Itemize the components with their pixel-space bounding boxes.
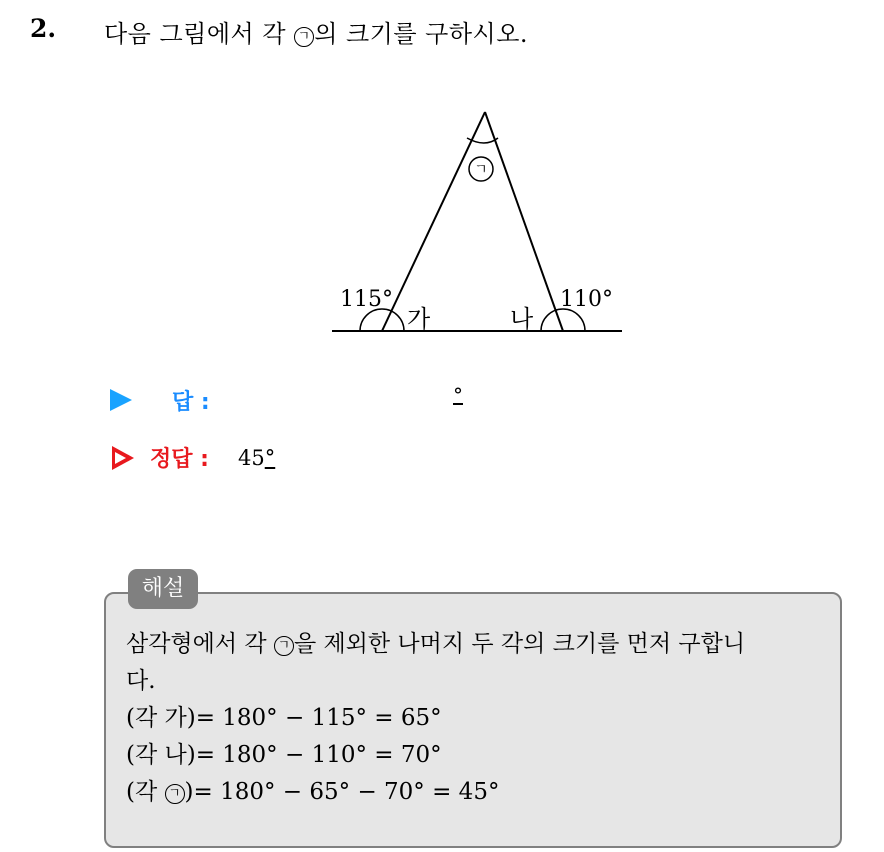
- triangle-left-side: [382, 112, 485, 331]
- inner-angle-label-ga: 가: [407, 305, 431, 333]
- right-angle-arc: [541, 309, 585, 331]
- correct-answer-number: 45: [238, 446, 265, 470]
- solution-line-5: (각 ㄱ )= 180° − 65° − 70° = 45°: [126, 779, 500, 805]
- question-text: [104, 14, 528, 49]
- solution-text: [126, 626, 826, 811]
- solution-tab: 해설: [128, 569, 198, 609]
- question-number: 2.: [30, 14, 57, 43]
- play-triangle-icon: [110, 389, 132, 411]
- correct-answer-label: 정답 :: [150, 447, 209, 472]
- correct-answer-row: [110, 442, 410, 478]
- triangle-figure: [320, 100, 630, 340]
- circled-giyeok-symbol: ㄱ: [294, 27, 314, 47]
- right-outer-angle-label: 110°: [560, 287, 613, 312]
- circled-giyeok-symbol: ㄱ: [274, 636, 294, 656]
- solution-line-4: (각 나)= 180° − 110° = 70°: [126, 742, 442, 768]
- left-angle-arc: [360, 309, 404, 331]
- correct-answer-value: [238, 446, 275, 470]
- solution-line-1: 삼각형에서 각 ㄱ 을 제외한 나머지 두 각의 크기를 먼저 구합니: [126, 631, 746, 657]
- triangle-right-side: [485, 112, 563, 331]
- solution-line-3: (각 가)= 180° − 115° = 65°: [126, 705, 442, 731]
- question-text-after: 의 크기를 구하시오.: [314, 20, 529, 48]
- left-outer-angle-label: 115°: [340, 287, 393, 312]
- question-text-before: 다음 그림에서 각: [104, 20, 295, 48]
- answer-label: 답 :: [172, 390, 210, 415]
- apex-label: ㄱ: [474, 162, 488, 178]
- inner-angle-label-na: 나: [510, 305, 534, 333]
- correct-answer-unit: °: [264, 446, 276, 470]
- solution-line-2: 다.: [126, 668, 156, 694]
- answer-row: [110, 383, 510, 415]
- answer-input-blank[interactable]: °: [453, 383, 463, 407]
- circled-giyeok-symbol: ㄱ: [165, 784, 185, 804]
